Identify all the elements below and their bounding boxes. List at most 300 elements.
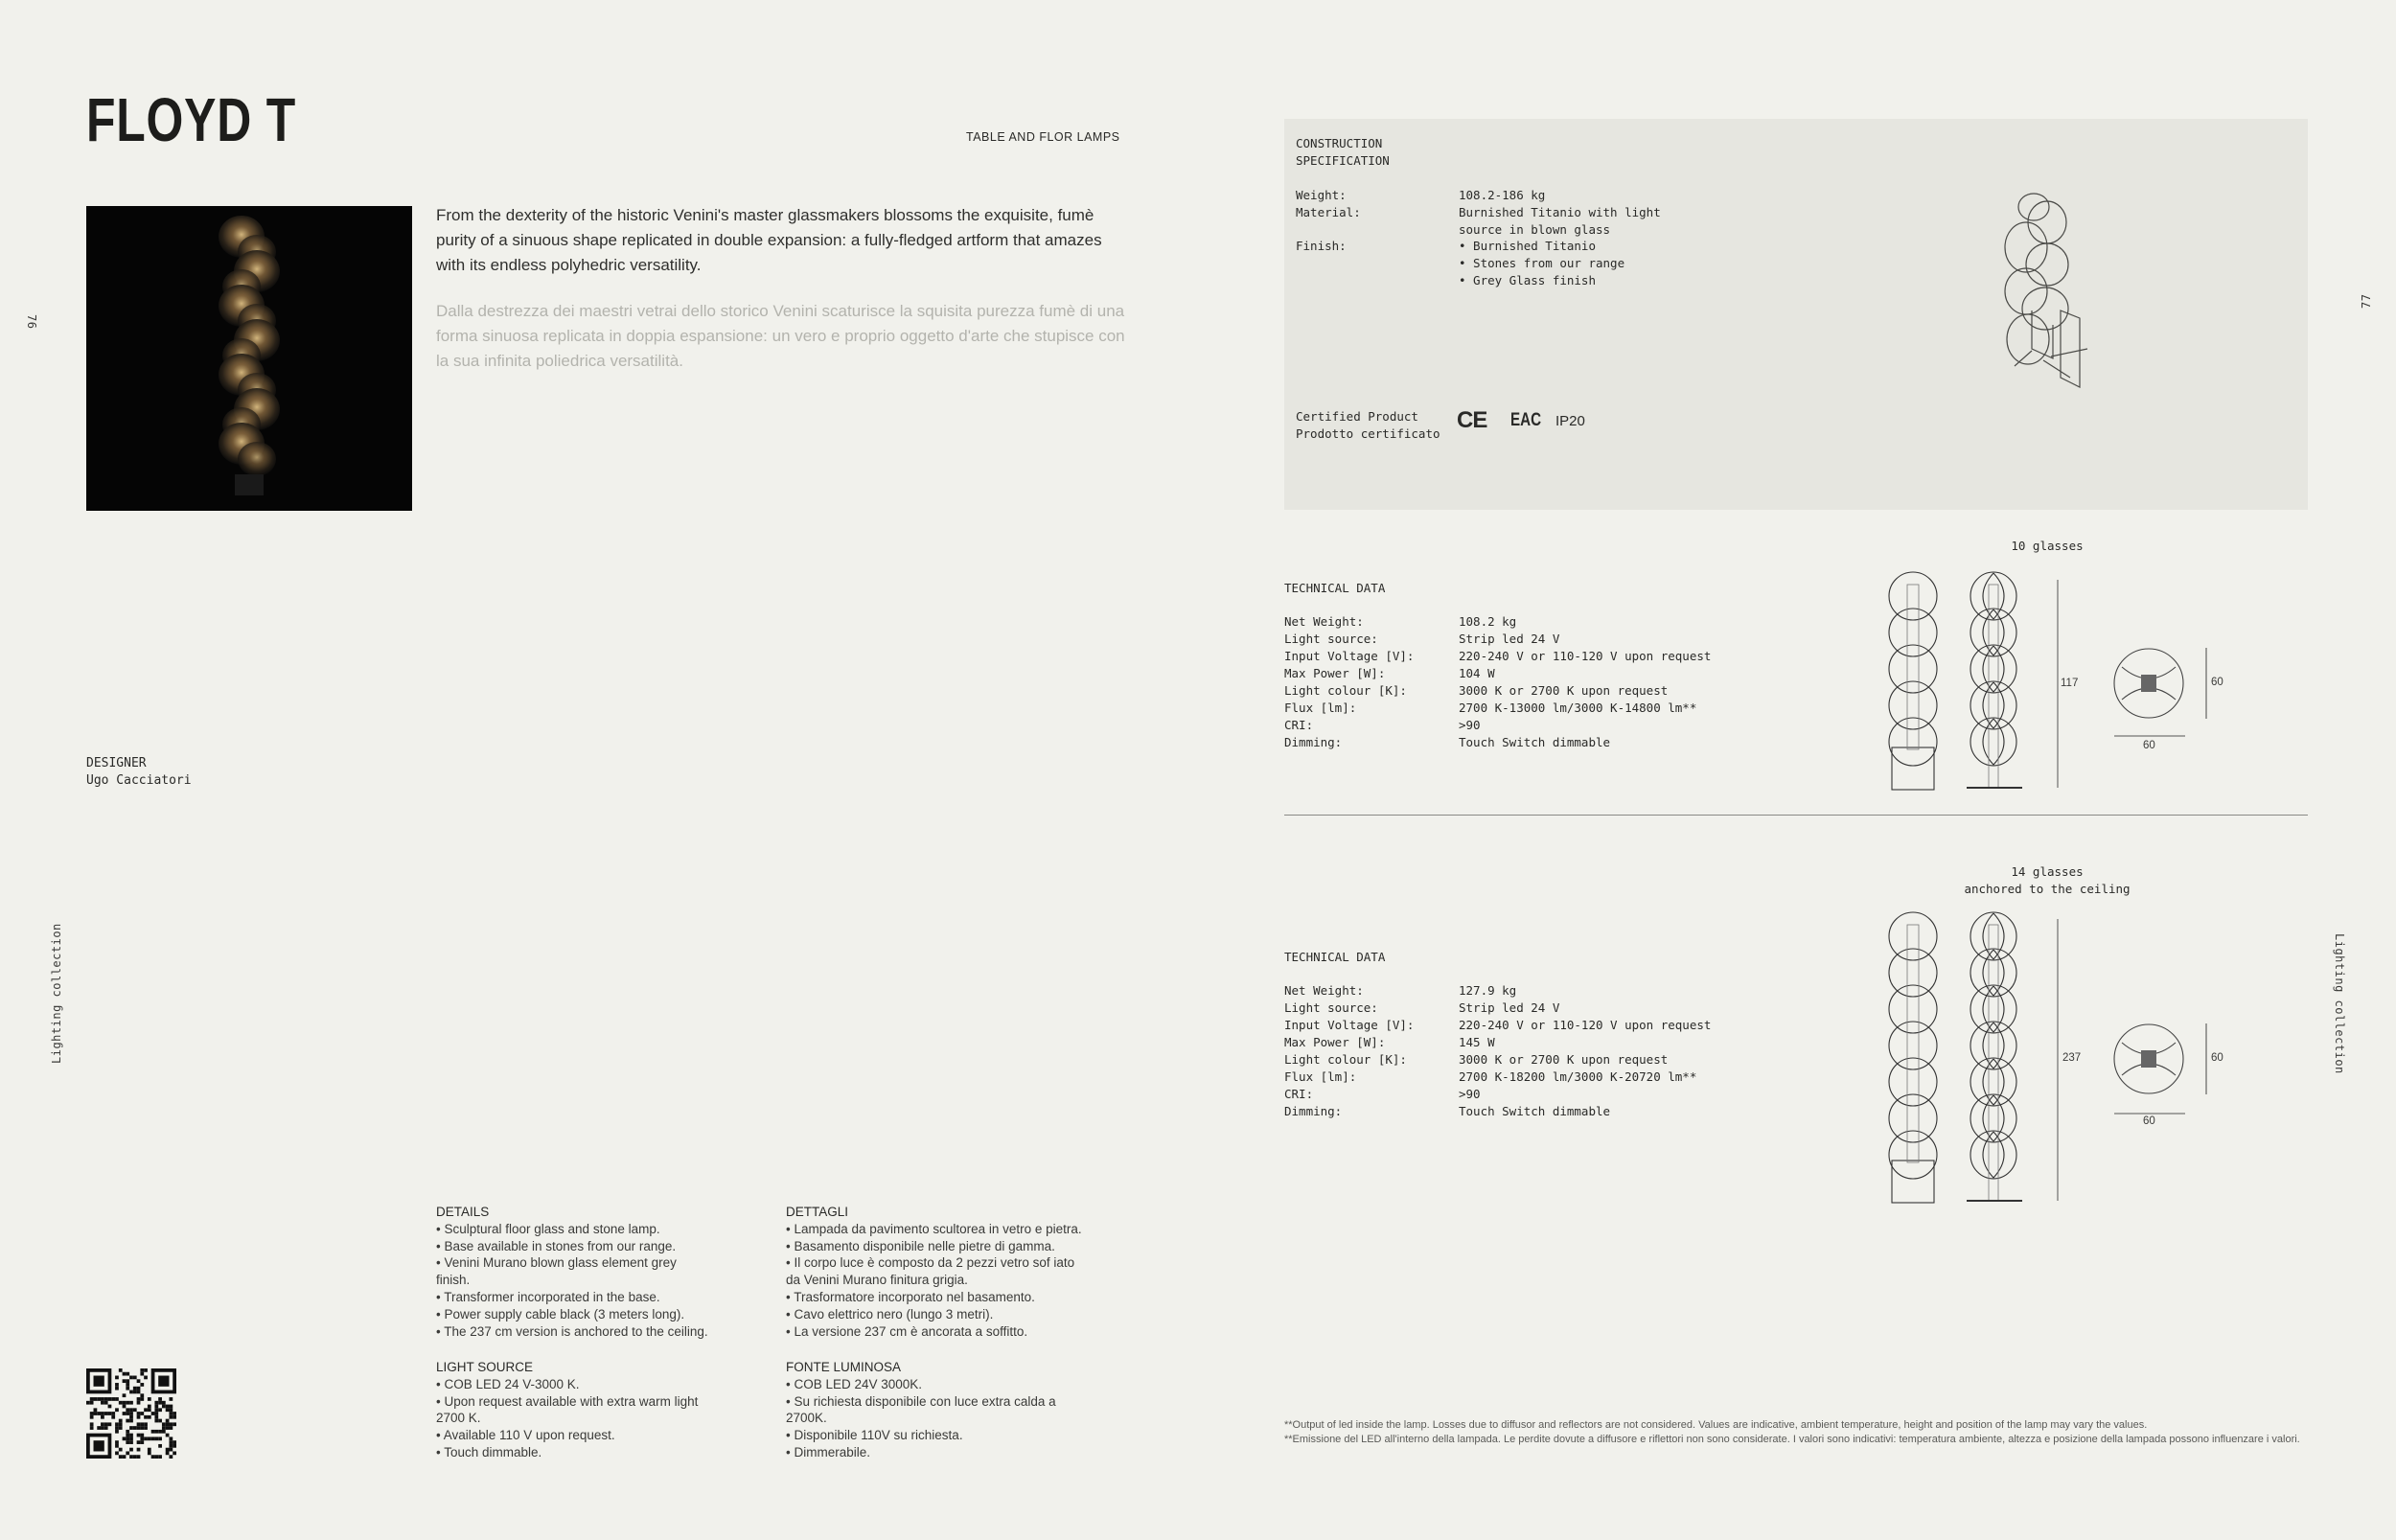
qr-module: [129, 1434, 133, 1437]
qr-module: [111, 1415, 115, 1419]
qr-module: [169, 1397, 173, 1401]
light-colour-label: Light colour [K]:: [1284, 683, 1407, 698]
glass-outline: [1983, 986, 2004, 1032]
qr-module: [173, 1422, 176, 1426]
dettagli-heading: DETTAGLI: [786, 1205, 849, 1219]
front-elevation-icon: [1889, 912, 1937, 1203]
qr-module: [123, 1412, 127, 1415]
qr-module: [137, 1412, 141, 1415]
dettagli-item: • Lampada da pavimento scultorea in vetro e pietra.: [786, 1221, 1082, 1236]
certified-label: [1296, 408, 1449, 443]
qr-module: [126, 1430, 129, 1434]
qr-module: [162, 1430, 166, 1434]
qr-module: [115, 1440, 119, 1444]
qr-module: [90, 1422, 94, 1426]
qr-module: [115, 1422, 119, 1426]
qr-module: [144, 1408, 148, 1412]
qr-module: [140, 1440, 144, 1444]
glass-outline: [1889, 1058, 1937, 1106]
glass-outline: [1970, 1022, 2016, 1069]
page-number-left: 76: [25, 314, 38, 330]
technical-data-heading: TECHNICAL DATA: [1284, 581, 1386, 595]
qr-module: [169, 1426, 173, 1430]
light-source-value: Strip led 24 V: [1459, 632, 1560, 646]
qr-module: [119, 1426, 123, 1430]
qr-module: [90, 1412, 94, 1415]
light-source-item: • Available 110 V upon request.: [436, 1428, 615, 1443]
qr-module: [115, 1397, 119, 1401]
qr-module: [137, 1426, 141, 1430]
qr-module: [115, 1426, 119, 1430]
qr-module: [154, 1415, 158, 1419]
weight-label: Weight:: [1296, 188, 1347, 202]
qr-module: [166, 1434, 170, 1437]
qr-module: [108, 1422, 112, 1426]
light-source-heading: LIGHT SOURCE: [436, 1360, 534, 1374]
qr-module: [154, 1412, 158, 1415]
qr-module: [97, 1397, 101, 1401]
qr-module: [129, 1412, 133, 1415]
qr-module: [158, 1401, 162, 1405]
light-source-item: 2700 K.: [436, 1411, 481, 1426]
qr-module: [126, 1412, 129, 1415]
qr-module: [137, 1391, 141, 1394]
qr-module: [115, 1383, 119, 1387]
glass-outline: [1970, 609, 2016, 656]
net-weight-value: 127.9 kg: [1459, 983, 1517, 998]
fonte-luminosa-item: • COB LED 24V 3000K.: [786, 1376, 923, 1391]
light-colour-value: 3000 K or 2700 K upon request: [1459, 683, 1669, 698]
dettagli-item: • Basamento disponibile nelle pietre di gamma.: [786, 1238, 1055, 1253]
glass-outline: [1889, 645, 1937, 693]
intro-english: From the dexterity of the historic Venini's master glassmakers blossoms the exquisite, fumè purity of a sinuous shape replicated in double expansion: a fully-fledged artform that amazes with its endless polyhedric versatility.: [436, 206, 1102, 274]
qr-module: [94, 1408, 98, 1412]
qr-code-graphic: [86, 1368, 176, 1459]
qr-module: [169, 1440, 173, 1444]
material-value-2: source in blown glass: [1459, 222, 1611, 237]
qr-module: [169, 1405, 173, 1409]
qr-module: [104, 1422, 108, 1426]
qr-module: [97, 1412, 101, 1415]
flux-label: Flux [lm]:: [1284, 1069, 1357, 1084]
qr-finder: [158, 1376, 169, 1387]
qr-module: [126, 1434, 129, 1437]
net-weight-value: 108.2 kg: [1459, 614, 1517, 629]
qr-module: [140, 1383, 144, 1387]
qr-module: [148, 1437, 151, 1440]
fonte-luminosa-item: • Dimmerabile.: [786, 1444, 870, 1460]
qr-module: [140, 1393, 144, 1397]
glass-outline: [1970, 1131, 2016, 1179]
depth-dimension-label: 60: [2211, 1052, 2223, 1064]
qr-module: [166, 1419, 170, 1423]
net-weight-label: Net Weight:: [1284, 614, 1364, 629]
qr-module: [137, 1440, 141, 1444]
qr-module: [129, 1426, 133, 1430]
flux-label: Flux [lm]:: [1284, 701, 1357, 715]
finish-label: Finish:: [1296, 239, 1347, 253]
qr-module: [133, 1387, 137, 1391]
top-view-icon: [2114, 648, 2206, 736]
qr-module: [140, 1372, 144, 1376]
designer-label: DESIGNER: [86, 756, 147, 770]
qr-module: [151, 1412, 155, 1415]
glass-outline: [1889, 1094, 1937, 1142]
drawing-10-glasses: [1859, 575, 2243, 795]
fonte-luminosa-item: 2700K.: [786, 1411, 827, 1426]
qr-module: [154, 1455, 158, 1459]
collection-label-left: Lighting collection: [50, 923, 63, 1064]
qr-module: [123, 1401, 127, 1405]
ce-mark-icon: CE: [1457, 407, 1487, 433]
qr-module: [144, 1415, 148, 1419]
qr-module: [158, 1419, 162, 1423]
qr-module: [158, 1455, 162, 1459]
dimming-value: Touch Switch dimmable: [1459, 735, 1611, 749]
glass-outline: [1970, 985, 2016, 1033]
qr-module: [129, 1401, 133, 1405]
glass-outline: [1983, 913, 2004, 959]
qr-module: [104, 1401, 108, 1405]
front-elevation-icon: [1889, 572, 1937, 790]
qr-module: [166, 1422, 170, 1426]
qr-finder: [94, 1376, 104, 1387]
qr-module: [144, 1368, 148, 1372]
qr-module: [90, 1426, 94, 1430]
dimming-label: Dimming:: [1284, 1104, 1343, 1118]
qr-code-icon[interactable]: [86, 1368, 176, 1459]
qr-module: [137, 1401, 141, 1405]
qr-module: [166, 1408, 170, 1412]
glass-outline: [1889, 1022, 1937, 1069]
lamp-photo-illustration: [86, 206, 412, 511]
qr-module: [137, 1434, 141, 1437]
glass-globe: [238, 442, 276, 476]
light-source-label: Light source:: [1284, 1000, 1378, 1015]
category-label: TABLE AND FLOR LAMPS: [966, 130, 1120, 144]
qr-module: [173, 1412, 176, 1415]
qr-module: [101, 1397, 104, 1401]
glass-outline: [1983, 609, 2004, 655]
qr-module: [169, 1455, 173, 1459]
input-voltage-label: Input Voltage [V]:: [1284, 1018, 1415, 1032]
qr-module: [154, 1405, 158, 1409]
qr-module: [123, 1379, 127, 1383]
side-elevation-icon: [1967, 912, 2022, 1201]
glass-outline: [1983, 682, 2004, 728]
technical-data-heading: TECHNICAL DATA: [1284, 950, 1386, 964]
qr-module: [169, 1422, 173, 1426]
qr-module: [158, 1430, 162, 1434]
qr-module: [97, 1426, 101, 1430]
glass-outline: [1970, 681, 2016, 729]
input-voltage-label: Input Voltage [V]:: [1284, 649, 1415, 663]
flux-value: 2700 K-13000 lm/3000 K-14800 lm**: [1459, 701, 1697, 715]
glass-outline: [1983, 719, 2004, 765]
qr-module: [148, 1448, 151, 1452]
details-item: • Venini Murano blown glass element grey: [436, 1255, 677, 1271]
input-voltage-value: 220-240 V or 110-120 V upon request: [1459, 1018, 1712, 1032]
qr-module: [119, 1368, 123, 1372]
glass-outline: [1889, 681, 1937, 729]
qr-module: [169, 1448, 173, 1452]
qr-module: [169, 1444, 173, 1448]
qr-module: [115, 1387, 119, 1391]
glass-outline: [1970, 949, 2016, 997]
qr-module: [158, 1408, 162, 1412]
certified-line1: Certified Product: [1296, 409, 1418, 424]
height-dimension-label: 237: [2062, 1052, 2082, 1064]
intro-italian: Dalla destrezza dei maestri vetrai dello storico Venini scaturisce la squisita purezza fumè di una forma sinuosa replicata in doppia espansione: un vero e proprio oggetto d'arte che stupisce con la sua infinita poliedrica versatilità.: [436, 302, 1125, 370]
finish-option: • Stones from our range: [1459, 256, 1625, 270]
dettagli-item: • La versione 237 cm è ancorata a soffitto.: [786, 1323, 1028, 1339]
section-divider: [1284, 815, 2308, 816]
glass-outline: [1983, 573, 2004, 619]
qr-module: [140, 1368, 144, 1372]
fonte-luminosa-item: • Disponibile 110V su richiesta.: [786, 1428, 963, 1443]
qr-module: [119, 1422, 123, 1426]
qr-module: [154, 1419, 158, 1423]
material-label: Material:: [1296, 205, 1361, 219]
qr-module: [148, 1415, 151, 1419]
qr-module: [123, 1393, 127, 1397]
qr-module: [154, 1437, 158, 1440]
details-item: • Transformer incorporated in the base.: [436, 1289, 660, 1304]
glass-outline: [1983, 1095, 2004, 1141]
qr-module: [166, 1405, 170, 1409]
qr-module: [166, 1448, 170, 1452]
construction-heading-line2: SPECIFICATION: [1296, 152, 1390, 168]
qr-module: [137, 1387, 141, 1391]
light-source-item: • Touch dimmable.: [436, 1444, 542, 1460]
qr-module: [129, 1415, 133, 1419]
fonte-luminosa-heading: FONTE LUMINOSA: [786, 1360, 902, 1374]
qr-module: [133, 1455, 137, 1459]
dettagli-block: [786, 1204, 1112, 1340]
collection-label-right: Lighting collection: [2333, 933, 2346, 1074]
qr-module: [126, 1383, 129, 1387]
designer-block: [86, 755, 192, 790]
qr-module: [151, 1455, 155, 1459]
qr-module: [115, 1376, 119, 1380]
version-10-caption: 10 glasses: [2011, 539, 2084, 553]
max-power-value: 145 W: [1459, 1035, 1495, 1049]
glass-outline: [1889, 1131, 1937, 1179]
qr-module: [94, 1412, 98, 1415]
max-power-label: Max Power [W]:: [1284, 1035, 1386, 1049]
qr-module: [133, 1408, 137, 1412]
qr-module: [101, 1401, 104, 1405]
qr-module: [137, 1397, 141, 1401]
qr-module: [173, 1415, 176, 1419]
qr-module: [126, 1379, 129, 1383]
qr-module: [123, 1405, 127, 1409]
lamp-sketch-icon: [1993, 195, 2137, 378]
product-title: FLOYD T: [86, 85, 296, 154]
qr-module: [126, 1419, 129, 1423]
qr-module: [148, 1405, 151, 1409]
designer-name: Ugo Cacciatori: [86, 773, 192, 788]
qr-module: [129, 1391, 133, 1394]
qr-module: [123, 1372, 127, 1376]
details-item: finish.: [436, 1273, 471, 1288]
qr-module: [111, 1412, 115, 1415]
qr-module: [129, 1455, 133, 1459]
qr-module: [126, 1372, 129, 1376]
qr-module: [101, 1415, 104, 1419]
version-14-caption-line2: anchored to the ceiling: [1964, 881, 2131, 896]
glass-outline: [1970, 718, 2016, 766]
qr-module: [173, 1440, 176, 1444]
width-dimension-label: 60: [2143, 740, 2155, 751]
qr-module: [148, 1451, 151, 1455]
version-14-caption: [1932, 863, 2162, 897]
input-voltage-value: 220-240 V or 110-120 V upon request: [1459, 649, 1712, 663]
stone-base: [1892, 1161, 1934, 1203]
cri-label: CRI:: [1284, 1087, 1314, 1101]
side-elevation-icon: [1967, 572, 2022, 788]
qr-module: [86, 1401, 90, 1405]
qr-module: [119, 1401, 123, 1405]
version-14-caption-line1: 14 glasses: [2011, 864, 2084, 879]
glass-outline: [1983, 646, 2004, 692]
qr-module: [129, 1440, 133, 1444]
qr-module: [119, 1455, 123, 1459]
glass-outline: [1970, 1058, 2016, 1106]
cri-value: >90: [1459, 718, 1481, 732]
qr-module: [129, 1448, 133, 1452]
qr-module: [148, 1408, 151, 1412]
qr-module: [169, 1412, 173, 1415]
qr-module: [133, 1376, 137, 1380]
qr-module: [104, 1397, 108, 1401]
details-item: • Power supply cable black (3 meters long).: [436, 1306, 685, 1322]
light-source-item: • Upon request available with extra warm light: [436, 1393, 699, 1409]
qr-module: [111, 1397, 115, 1401]
qr-module: [123, 1437, 127, 1440]
qr-module: [162, 1422, 166, 1426]
qr-module: [129, 1408, 133, 1412]
qr-module: [144, 1437, 148, 1440]
details-heading: DETAILS: [436, 1205, 490, 1219]
qr-module: [137, 1455, 141, 1459]
depth-dimension-label: 60: [2211, 677, 2223, 688]
stone-base: [1892, 747, 1934, 790]
qr-module: [158, 1397, 162, 1401]
qr-module: [119, 1448, 123, 1452]
glass-outline: [1970, 1094, 2016, 1142]
dettagli-item: da Venini Murano finitura grigia.: [786, 1273, 968, 1288]
qr-module: [169, 1415, 173, 1419]
qr-module: [101, 1422, 104, 1426]
eac-mark-icon: EAC: [1510, 410, 1542, 430]
qr-module: [129, 1437, 133, 1440]
fonte-luminosa-item: • Su richiesta disponibile con luce extra calda a: [786, 1393, 1056, 1409]
qr-module: [104, 1412, 108, 1415]
qr-module: [151, 1437, 155, 1440]
glass-outline: [1983, 1023, 2004, 1069]
glass-outline: [1889, 609, 1937, 656]
qr-module: [137, 1422, 141, 1426]
light-source-item: • COB LED 24 V-3000 K.: [436, 1376, 580, 1391]
qr-module: [140, 1397, 144, 1401]
glass-outline: [1889, 912, 1937, 960]
qr-module: [126, 1440, 129, 1444]
qr-module: [158, 1437, 162, 1440]
dettagli-item: • Cavo elettrico nero (lungo 3 metri).: [786, 1306, 994, 1322]
qr-module: [133, 1391, 137, 1394]
footnote-english: **Output of led inside the lamp. Losses due to diffusor and reflectors are not considered. Values are indicative, ambient temperature, height and position of the lamp may vary the values.: [1284, 1419, 2148, 1431]
qr-module: [104, 1426, 108, 1430]
light-source-label: Light source:: [1284, 632, 1378, 646]
qr-module: [126, 1437, 129, 1440]
max-power-label: Max Power [W]:: [1284, 666, 1386, 680]
qr-module: [166, 1451, 170, 1455]
qr-module: [123, 1455, 127, 1459]
qr-module: [137, 1448, 141, 1452]
qr-module: [90, 1415, 94, 1419]
finish-option: • Burnished Titanio: [1459, 239, 1596, 253]
qr-module: [154, 1408, 158, 1412]
glass-outline: [1970, 572, 2016, 620]
qr-module: [140, 1434, 144, 1437]
glass-outline: [1889, 572, 1937, 620]
dimming-value: Touch Switch dimmable: [1459, 1104, 1611, 1118]
glass-outline: [1970, 645, 2016, 693]
qr-module: [101, 1426, 104, 1430]
qr-module: [166, 1426, 170, 1430]
qr-module: [169, 1408, 173, 1412]
construction-heading-line1: CONSTRUCTION: [1296, 136, 1383, 150]
details-item: • Sculptural floor glass and stone lamp.: [436, 1221, 660, 1236]
details-item: • The 237 cm version is anchored to the ceiling.: [436, 1323, 708, 1339]
qr-module: [169, 1437, 173, 1440]
footnote-italian: **Emissione del LED all'interno della lampada. Le perdite dovute a diffusore e riflettori non sono considerate. I valori sono indicativi: temperatura ambiente, altezza e posizione della lampada possono influenzare i valori.: [1284, 1434, 2300, 1445]
qr-module: [162, 1426, 166, 1430]
certified-line2: Prodotto certificato: [1296, 425, 1440, 441]
qr-finder: [94, 1440, 104, 1451]
qr-module: [129, 1376, 133, 1380]
qr-module: [115, 1451, 119, 1455]
qr-module: [126, 1408, 129, 1412]
qr-module: [151, 1430, 155, 1434]
light-colour-label: Light colour [K]:: [1284, 1052, 1407, 1067]
fonte-luminosa-block: [786, 1359, 1112, 1461]
technical-data-14: [1284, 949, 1783, 1121]
max-power-value: 104 W: [1459, 666, 1495, 680]
qr-module: [173, 1444, 176, 1448]
glass-outline: [1889, 985, 1937, 1033]
construction-details: [1296, 187, 1679, 302]
drawing-14-glasses: [1859, 915, 2243, 1203]
qr-module: [90, 1397, 94, 1401]
qr-module: [126, 1387, 129, 1391]
dettagli-item: • Il corpo luce è composto da 2 pezzi vetro sof iato: [786, 1255, 1075, 1271]
qr-module: [140, 1422, 144, 1426]
qr-module: [154, 1401, 158, 1405]
qr-module: [173, 1451, 176, 1455]
glass-outline: [1983, 1059, 2004, 1105]
qr-module: [162, 1405, 166, 1409]
qr-module: [154, 1430, 158, 1434]
top-view-icon: [2114, 1023, 2206, 1114]
glass-outline: [1889, 718, 1937, 766]
qr-module: [144, 1422, 148, 1426]
net-weight-label: Net Weight:: [1284, 983, 1364, 998]
qr-module: [115, 1408, 119, 1412]
qr-module: [148, 1397, 151, 1401]
page-number-right: 77: [2360, 293, 2373, 309]
